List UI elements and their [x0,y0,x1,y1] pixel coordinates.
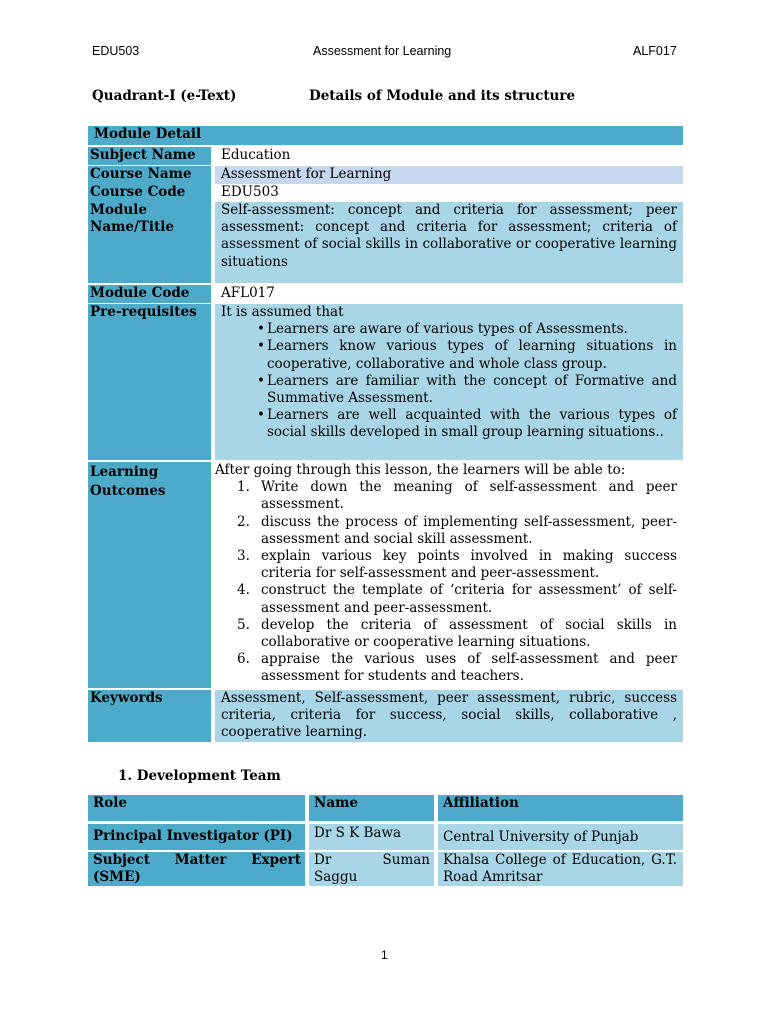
module-title-value: Self-assessment: concept and criteria for assessment; peer assessment: concept and criteria for assessment; criteria of assessment of social skills in collaborative or cooperative learning situations [215,202,683,283]
course-name-label: Course Name [88,166,211,184]
prereq-item: • Learners are familiar with the concept of Formative and Summative Assessment. [267,373,677,407]
outcomes-label-line2: Outcomes [90,483,166,499]
subject-name-value: Education [221,147,291,163]
team-col-affiliation: Affiliation [438,795,683,821]
outcomes-label [88,462,211,688]
header-module-code: ALF017 [633,44,677,58]
prereq-item: • Learners are aware of various types of Assessments. [267,321,677,338]
team-col-role: Role [88,795,305,821]
prereq-list [221,321,677,441]
outcome-item: 6. appraise the various uses of self-assessment and peer assessment for students and teachers. [237,651,677,685]
development-team-heading: 1. Development Team [118,768,281,784]
header-course-title: Assessment for Learning [313,44,452,58]
course-name-value: Assessment for Learning [215,166,683,184]
prereq-label: Pre-requisites [88,304,211,460]
course-code-value: EDU503 [221,184,279,200]
module-detail-heading: Module Detail [88,126,683,145]
module-title-label-line1: Module [90,202,147,218]
outcomes-label-line1: Learning [90,464,159,480]
page-number: 1 [381,948,388,962]
prereq-intro: It is assumed that [221,304,344,320]
module-code-value: AFL017 [221,285,275,301]
outcomes-list [215,479,677,685]
team-row-name: Dr Suman Saggu [309,852,434,886]
prereq-value [215,304,683,460]
team-row-role: Subject Matter Expert (SME) [88,852,305,886]
team-row-affiliation: Central University of Punjab [438,824,683,850]
outcome-item: 5. develop the criteria of assessment of social skills in collaborative or cooperative learning situations. [237,616,677,651]
subject-name-label: Subject Name [88,147,211,165]
outcomes-value [215,462,683,688]
prereq-item: • Learners know various types of learning situations in cooperative, collaborative and whole class group. [267,338,677,372]
team-row-name: Dr S K Bawa [309,824,434,850]
team-row-role: Principal Investigator (PI) [88,824,305,850]
course-code-label: Course Code [88,184,211,202]
module-code-label: Module Code [88,285,211,303]
module-title-label [88,202,211,283]
keywords-label: Keywords [88,690,211,742]
team-row-affiliation: Khalsa College of Education, G.T. Road Amritsar [438,852,683,886]
outcome-item: 2. discuss the process of implementing self-assessment, peer-assessment and social skill assessment. [237,513,677,547]
header-course-code: EDU503 [92,44,140,58]
module-title-label-line2: Name/Title [90,219,175,236]
details-title: Details of Module and its structure [309,88,576,104]
outcomes-intro: After going through this lesson, the learners will be able to: [215,462,626,478]
quadrant-title: Quadrant-I (e-Text) [92,88,237,104]
prereq-item: • Learners are well acquainted with the various types of social skills developed in small group learning situations.. [267,407,677,441]
outcome-item: 4. construct the template of ‘criteria for assessment’ of self-assessment and peer-assessment. [237,582,677,616]
outcome-item: 3. explain various key points involved in making success criteria for self-assessment and peer-assessment. [237,548,677,582]
outcome-item: 1. Write down the meaning of self-assessment and peer assessment. [237,479,677,513]
team-col-name: Name [309,795,434,821]
keywords-value: Assessment, Self-assessment, peer assessment, rubric, success criteria, criteria for success, social skills, collaborative , cooperative learning. [215,690,683,742]
